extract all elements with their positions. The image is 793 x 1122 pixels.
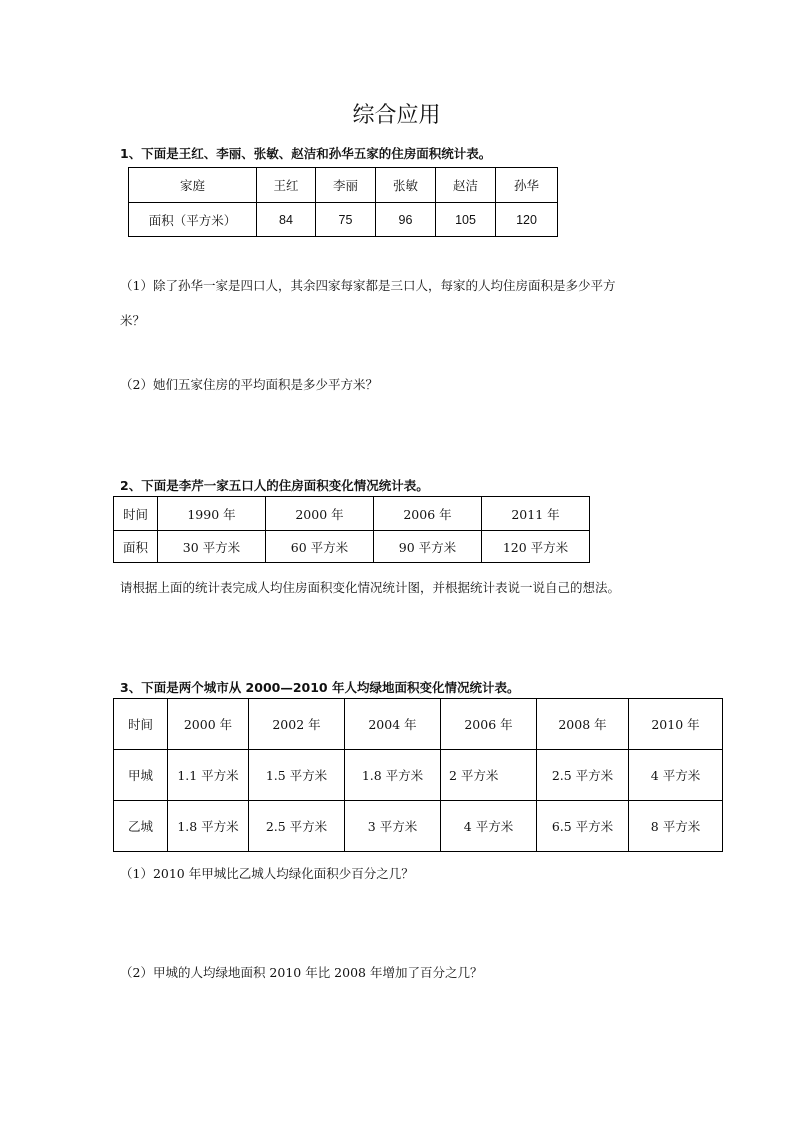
table-cell: 84 (257, 203, 316, 237)
q3-table-city-a-row (114, 750, 723, 801)
table-cell: 2002 年 (249, 699, 345, 750)
table-cell: 家庭 (129, 168, 257, 203)
table-cell: 时间 (114, 699, 168, 750)
table-cell: 4 平方米 (629, 750, 723, 801)
table-cell: 王红 (257, 168, 316, 203)
table-cell: 2000 年 (266, 497, 374, 531)
table-cell: 1.5 平方米 (249, 750, 345, 801)
table-cell: 60 平方米 (266, 531, 374, 563)
table-cell: 李丽 (316, 168, 376, 203)
table-cell: 3 平方米 (345, 801, 441, 852)
table-cell: 张敏 (376, 168, 436, 203)
q3-sub1: （1）2010 年甲城比乙城人均绿化面积少百分之几？ (120, 866, 414, 881)
table-cell: 面积 (114, 531, 158, 563)
table-cell: 105 (436, 203, 496, 237)
table-cell: 乙城 (114, 801, 168, 852)
table-cell: 2006 年 (441, 699, 537, 750)
table-cell: 1.1 平方米 (168, 750, 249, 801)
q2-instruction: 请根据上面的统计表完成人均住房面积变化情况统计图，并根据统计表说一说自己的想法。 (120, 580, 621, 595)
table-cell: 2010 年 (629, 699, 723, 750)
q3-heading: 3、下面是两个城市从 2000—2010 年人均绿地面积变化情况统计表。 (120, 680, 520, 695)
table-cell: 赵洁 (436, 168, 496, 203)
q3-sub2: （2）甲城的人均绿地面积 2010 年比 2008 年增加了百分之几？ (120, 965, 483, 980)
table-cell: 120 平方米 (482, 531, 590, 563)
q2-heading: 2、下面是李芹一家五口人的住房面积变化情况统计表。 (120, 478, 429, 493)
table-cell: 1.8 平方米 (168, 801, 249, 852)
table-cell: 2.5 平方米 (249, 801, 345, 852)
table-cell: 1.8 平方米 (345, 750, 441, 801)
q2-table-time-row (114, 497, 590, 531)
q1-heading: 1、下面是王红、李丽、张敏、赵洁和孙华五家的住房面积统计表。 (120, 146, 492, 161)
q1-table-header-row (129, 168, 558, 203)
q1-sub2: （2）她们五家住房的平均面积是多少平方米？ (120, 377, 378, 392)
q3-table (113, 698, 723, 852)
table-cell: 时间 (114, 497, 158, 531)
table-cell: 4 平方米 (441, 801, 537, 852)
table-cell: 甲城 (114, 750, 168, 801)
table-cell: 2006 年 (374, 497, 482, 531)
q2-table-area-row (114, 531, 590, 563)
q3-table-time-row (114, 699, 723, 750)
page-title: 综合应用 (352, 103, 441, 128)
table-cell: 90 平方米 (374, 531, 482, 563)
table-cell: 1990 年 (158, 497, 266, 531)
table-cell: 30 平方米 (158, 531, 266, 563)
table-cell: 2004 年 (345, 699, 441, 750)
table-cell: 2 平方米 (441, 750, 537, 801)
q3-table-city-b-row (114, 801, 723, 852)
q2-table (113, 496, 590, 563)
q1-sub1-line1: （1）除了孙华一家是四口人，其余四家每家都是三口人，每家的人均住房面积是多少平方 (120, 278, 616, 293)
table-cell: 120 (496, 203, 558, 237)
table-cell: 2000 年 (168, 699, 249, 750)
table-cell: 面积（平方米） (129, 203, 257, 237)
q1-sub1-line2: 米？ (120, 313, 146, 328)
table-cell: 孙华 (496, 168, 558, 203)
table-cell: 96 (376, 203, 436, 237)
q1-table (128, 167, 558, 237)
table-cell: 2.5 平方米 (537, 750, 629, 801)
table-cell: 75 (316, 203, 376, 237)
table-cell: 2008 年 (537, 699, 629, 750)
table-cell: 8 平方米 (629, 801, 723, 852)
table-cell: 2011 年 (482, 497, 590, 531)
q1-table-area-row (129, 203, 558, 237)
table-cell: 6.5 平方米 (537, 801, 629, 852)
